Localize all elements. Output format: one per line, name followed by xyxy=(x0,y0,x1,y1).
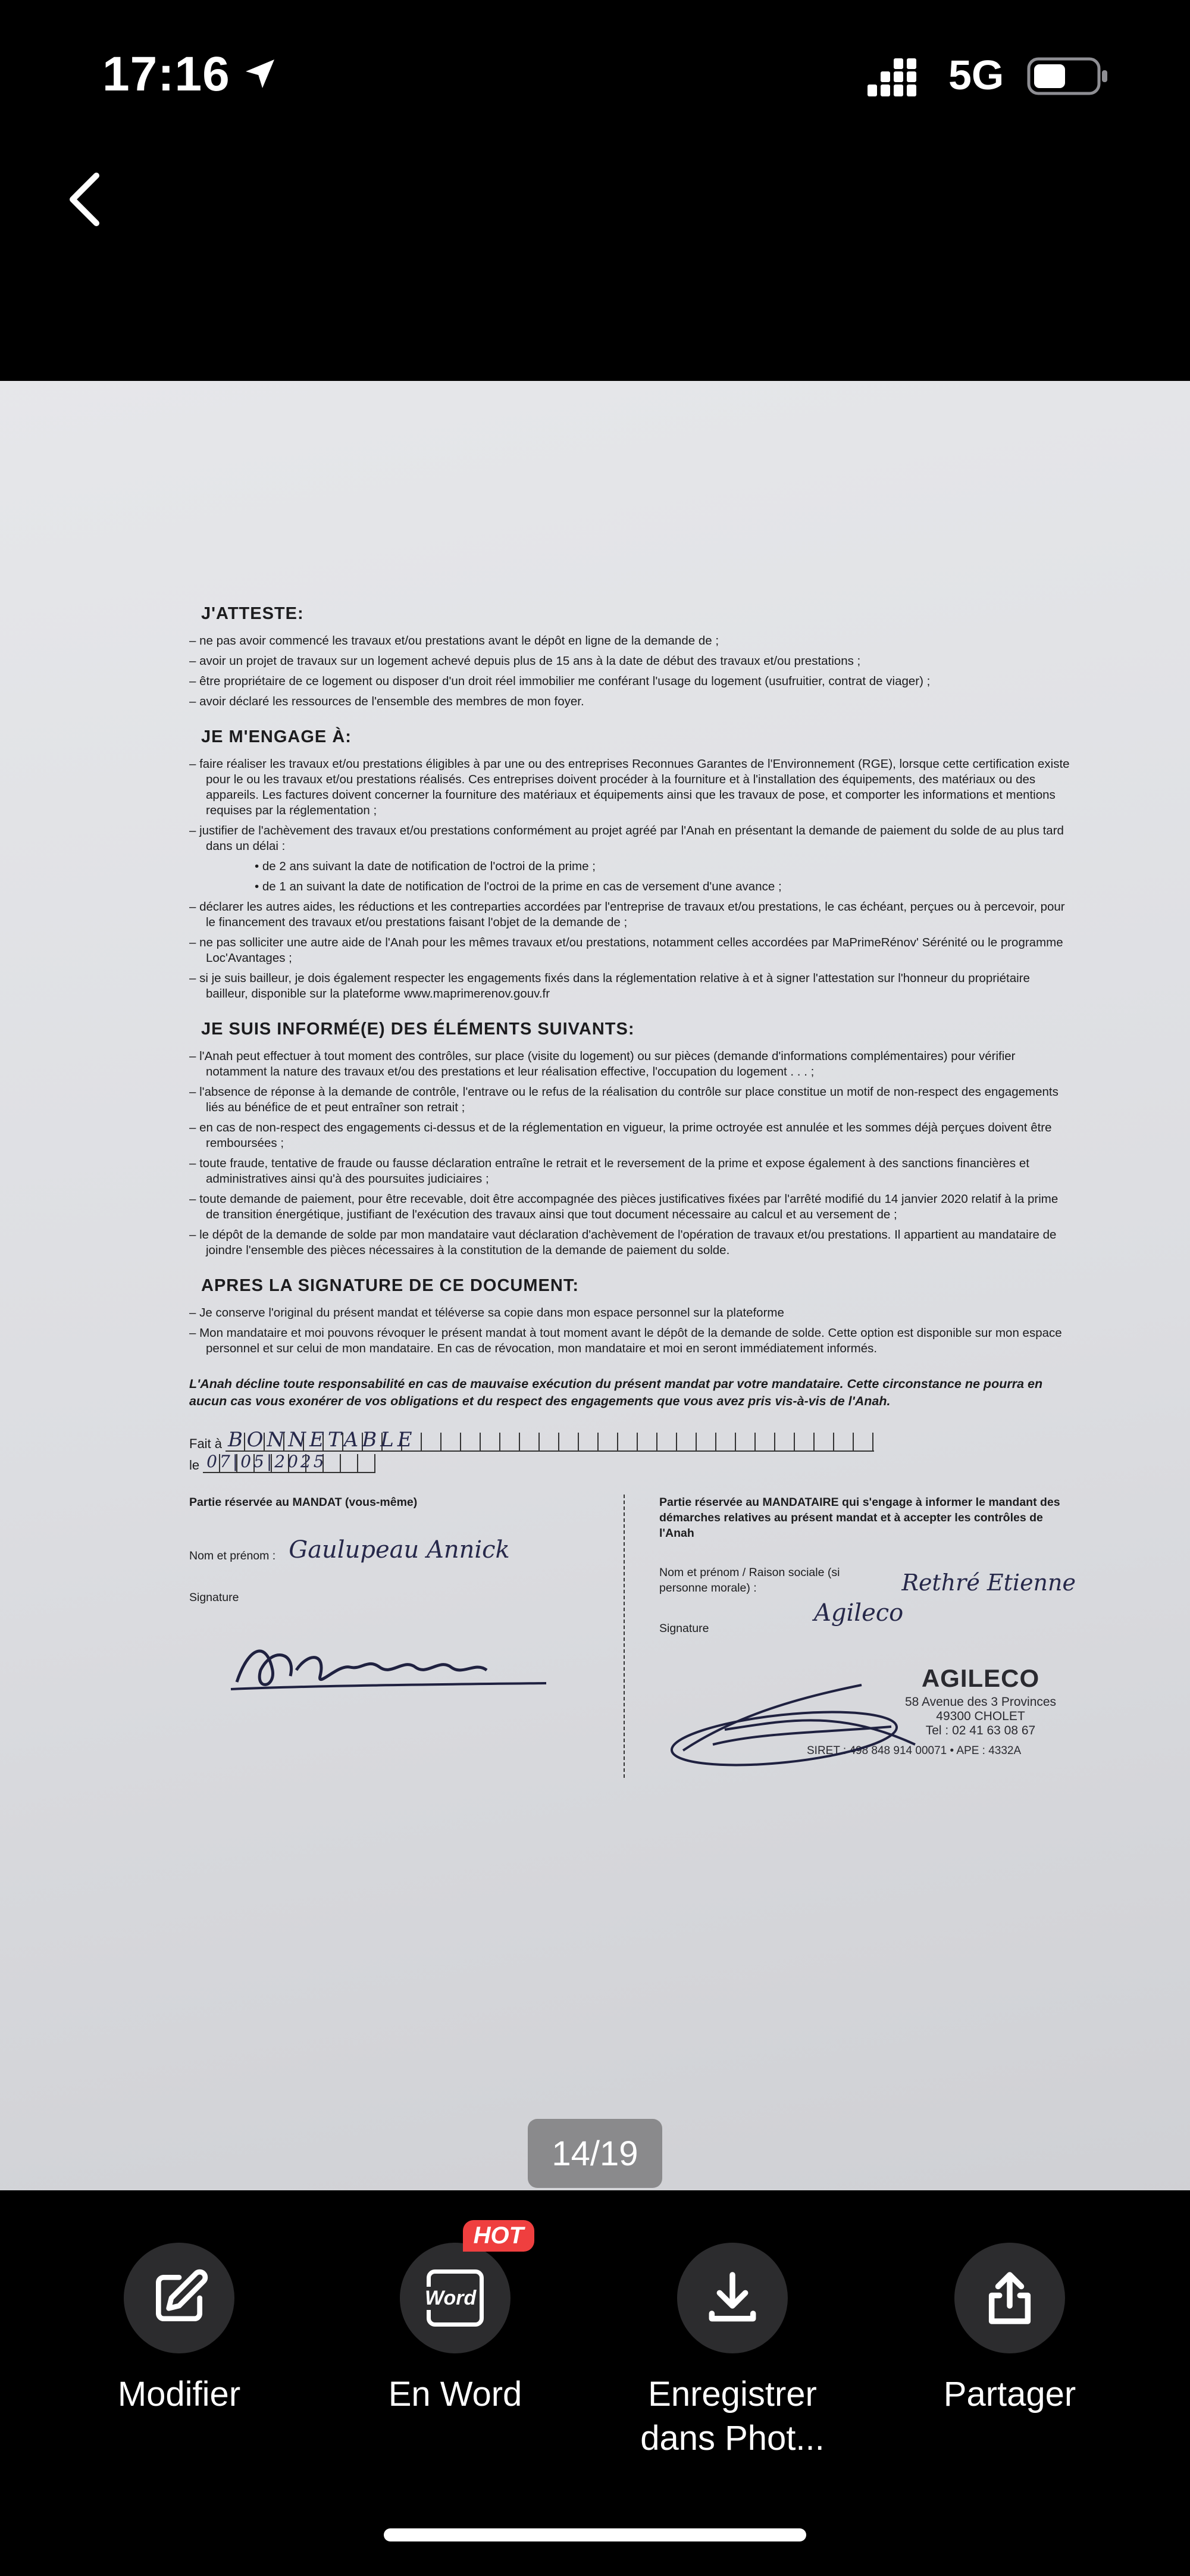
list-item: – avoir déclaré les ressources de l'ensemble des membres de mon foyer. xyxy=(189,695,584,708)
disclaimer-text: L'Anah décline toute responsabilité en cas de mauvaise exécution du présent mandat par votre mandataire. Cette circonstance ne pourra en aucun cas vous exonérer de vos obligations et du respect des engagements que vous avez pris vis-à-vis de l'Anah. xyxy=(189,1377,1043,1408)
list-item: – Je conserve l'original du présent mandat et téléverse sa copie dans mon espace personnel sur la plateforme xyxy=(189,1306,784,1320)
stamp-company-name: AGILECO xyxy=(921,1664,1040,1692)
save-icon-circle[interactable] xyxy=(677,2243,788,2353)
share-label: Partager xyxy=(943,2375,1076,2414)
save-to-photos-button[interactable] xyxy=(634,2243,831,2461)
place-value: BONNETABLE xyxy=(228,1428,416,1452)
list-item: – toute fraude, tentative de fraude ou fausse déclaration entraîne le retrait et le reversement de la prime et expose également à des sanctions financières et administratives ainsi qu'à des poursuites judiciaires ; xyxy=(189,1156,1029,1186)
list-item: – en cas de non-respect des engagements ci-dessus et de la réglementation en vigueur, la prime octroyée est annulée et les sommes déjà perçues doivent être remboursées ; xyxy=(189,1121,1052,1150)
mandataire-signature-label: Signature xyxy=(659,1622,709,1635)
back-chevron-icon[interactable] xyxy=(60,170,113,229)
list-item: – faire réaliser les travaux et/ou prestations éligibles à par une ou des entreprises Reconnues Garantes de l'Environnement (RGE), lorsque cette certification existe pour le ou les travaux et/ou prestations réalisés. Ces entreprises doivent procéder à la fourniture et à l'installation des équipements, des matériaux ou des appareils. Les factures doivent concerner la fourniture des matériaux et équipements ainsi que les travaux de pose, et comporter les informations et mentions requises par la réglementation ; xyxy=(189,757,1070,817)
download-icon xyxy=(702,2267,763,2329)
list-item: – l'absence de réponse à la demande de contrôle, l'entrave ou le refus de la réalisation du contrôle sur place constitue un motif de non-respect des engagements liés au bénéfice de et peut entraîner son retrait ; xyxy=(189,1085,1059,1114)
list-item: – si je suis bailleur, je dois également respecter les engagements fixés dans la réglementation relative à et à signer l'attestation sur l'honneur du propriétaire bailleur, disponible sur la plateforme www.maprimerenov.gouv.fr xyxy=(189,971,1030,1001)
mandant-section xyxy=(189,1495,606,1605)
list-item: – ne pas avoir commencé les travaux et/ou prestations avant le dépôt en ligne de la demande de ; xyxy=(189,634,719,648)
signature-area xyxy=(189,1495,1076,1828)
mandant-title: Partie réservée au MANDAT (vous-même) xyxy=(189,1496,418,1509)
fait-label: Fait à xyxy=(189,1436,223,1451)
bottom-toolbar xyxy=(0,2190,1190,2576)
list-item: – Mon mandataire et moi pouvons révoquer le présent mandat à tout moment avant le dépôt de la demande de solde. Cette option est disponible sur mon espace personnel et sur celui de mon mandataire. En cas de révocation, mon mandataire et moi en seront immédiatement informés. xyxy=(189,1326,1062,1355)
battery-icon xyxy=(1027,57,1110,95)
section-heading-informe: JE SUIS INFORMÉ(E) DES ÉLÉMENTS SUIVANTS: xyxy=(201,1020,635,1039)
word-icon xyxy=(427,2269,484,2327)
edit-icon xyxy=(148,2267,210,2329)
word-icon-text: Word xyxy=(425,2286,477,2309)
date-boxes xyxy=(203,1454,375,1473)
status-time: 17:16 xyxy=(102,47,230,101)
date-label: le xyxy=(189,1458,200,1473)
sub-list-item: • de 2 ans suivant la date de notification de l'octroi de la prime ; xyxy=(255,859,596,873)
status-bar xyxy=(0,0,1190,149)
section-heading-apres: APRES LA SIGNATURE DE CE DOCUMENT: xyxy=(201,1276,579,1295)
mandataire-title: Partie réservée au MANDATAIRE qui s'engage à informer le mandant des démarches relatives au présent mandat et à accepter les contrôles de l'Anah xyxy=(659,1496,1060,1540)
list-item: – ne pas solliciter une autre aide de l'Anah pour les mêmes travaux et/ou prestations, notamment celles accordées par MaPrimeRénov' Sérénité ou le programme Loc'Avantages ; xyxy=(189,936,1063,965)
stamp-phone: Tel : 02 41 63 08 67 xyxy=(925,1724,1036,1737)
list-item: – l'Anah peut effectuer à tout moment des contrôles, sur place (visite du logement) ou sur pièces (demande d'informations complémentaires) pour vérifier notamment la nature des travaux et/ou des prestations et leur réalisation effective, l'occupation du logement . . . ; xyxy=(189,1049,1016,1078)
share-icon-circle[interactable] xyxy=(954,2243,1065,2353)
mandataire-signature-graphic xyxy=(665,1673,945,1774)
share-button[interactable] xyxy=(912,2243,1108,2416)
signal-icon xyxy=(868,58,933,98)
mandataire-name-label: Nom et prénom / Raison sociale (si personne morale) : xyxy=(659,1566,840,1595)
en-word-icon-circle[interactable] xyxy=(400,2222,524,2353)
list-item: – avoir un projet de travaux sur un logement achevé depuis plus de 15 ans à la date de début des travaux et/ou prestations ; xyxy=(189,654,861,668)
sub-list-item: • de 1 an suivant la date de notification de l'octroi de la prime en cas de versement d'une avance ; xyxy=(255,880,782,893)
mandataire-company-handwritten: Agileco xyxy=(814,1599,904,1627)
stamp-siret: SIRET : 498 848 914 00071 • APE : 4332A xyxy=(807,1745,1022,1757)
list-item: – être propriétaire de ce logement ou disposer d'un droit réel immobilier me conférant l'usage du logement (usufruitier, contrat de viager) ; xyxy=(189,674,931,688)
stamp-city: 49300 CHOLET xyxy=(936,1709,1025,1723)
document-viewer[interactable] xyxy=(0,381,1190,2190)
section-heading-engage: JE M'ENGAGE À: xyxy=(201,727,352,746)
share-icon xyxy=(979,2267,1041,2329)
en-word-label: En Word xyxy=(388,2375,522,2414)
modifier-button[interactable] xyxy=(81,2243,277,2416)
network-type: 5G xyxy=(948,52,1004,98)
mandant-name-label: Nom et prénom : xyxy=(189,1549,276,1562)
place-date-block xyxy=(189,1430,1070,1473)
mandataire-section xyxy=(659,1495,1076,1757)
mandant-signature-label: Signature xyxy=(189,1591,239,1604)
location-arrow-icon xyxy=(241,55,279,93)
modifier-icon-circle[interactable] xyxy=(124,2243,234,2353)
home-indicator[interactable] xyxy=(384,2528,806,2541)
hot-badge: HOT xyxy=(463,2220,534,2252)
save-to-photos-label: Enregistrer dans Phot... xyxy=(640,2375,825,2458)
list-item: – justifier de l'achèvement des travaux et/ou prestations conformément au projet agréé par l'Anah en présentant la demande de paiement du solde de au plus tard dans un délai : xyxy=(189,824,1064,853)
mandant-signature-graphic xyxy=(225,1634,558,1700)
list-item: – déclarer les autres aides, les réductions et les contreparties accordées par l'entreprise de travaux et/ou prestations, le cas échéant, perçues ou à percevoir, pour le financement des travaux et/ou prestations faisant l'objet de la demande de ; xyxy=(189,900,1065,929)
column-divider xyxy=(624,1495,625,1780)
date-value: 07|05|2025 xyxy=(206,1452,327,1471)
page-indicator: 14/19 xyxy=(528,2119,662,2188)
stamp-address: 58 Avenue des 3 Provinces xyxy=(904,1695,1057,1709)
document-content xyxy=(189,604,1076,1828)
mandant-name-value: Gaulupeau Annick xyxy=(289,1536,510,1564)
en-word-button[interactable] xyxy=(357,2222,553,2416)
modifier-label: Modifier xyxy=(117,2375,241,2414)
section-heading-atteste: J'ATTESTE: xyxy=(201,604,304,623)
list-item: – toute demande de paiement, pour être recevable, doit être accompagnée des pièces justificatives fixées par l'arrêté modifié du 14 janvier 2020 relatif à la prime de transition énergétique, justifiant de l'exécution des travaux ainsi que tout document nécessaire au calcul et au versement de ; xyxy=(189,1192,1059,1221)
place-boxes xyxy=(226,1428,874,1452)
list-item: – le dépôt de la demande de solde par mon mandataire vaut déclaration d'achèvement de l'opération de travaux et/ou prestations. Il appartient au mandataire de joindre l'ensemble des pièces nécessaires à la constitution de la demande de paiement du solde. xyxy=(189,1228,1057,1257)
mandataire-name-value: Rethré Etienne xyxy=(901,1570,1076,1596)
